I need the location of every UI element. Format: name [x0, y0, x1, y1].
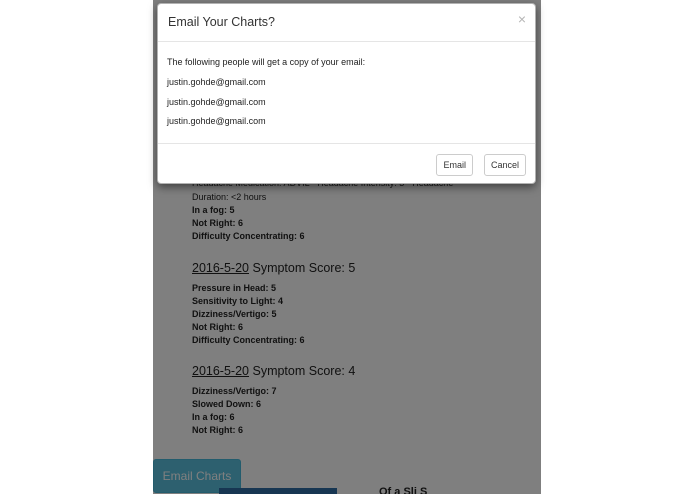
close-icon[interactable]: × — [517, 11, 526, 27]
modal-header — [158, 4, 535, 42]
recipient-email: justin.gohde@gmail.com — [167, 116, 266, 126]
email-button[interactable]: Email — [436, 154, 473, 176]
modal-footer — [158, 143, 535, 183]
modal-title: Email Your Charts? — [168, 15, 276, 29]
email-charts-modal — [157, 3, 536, 184]
recipient-email: justin.gohde@gmail.com — [167, 77, 266, 87]
recipient-email: justin.gohde@gmail.com — [167, 97, 266, 107]
recipients-intro: The following people will get a copy of your email: — [167, 57, 366, 67]
cancel-button[interactable]: Cancel — [484, 154, 526, 176]
modal-body — [158, 42, 535, 143]
